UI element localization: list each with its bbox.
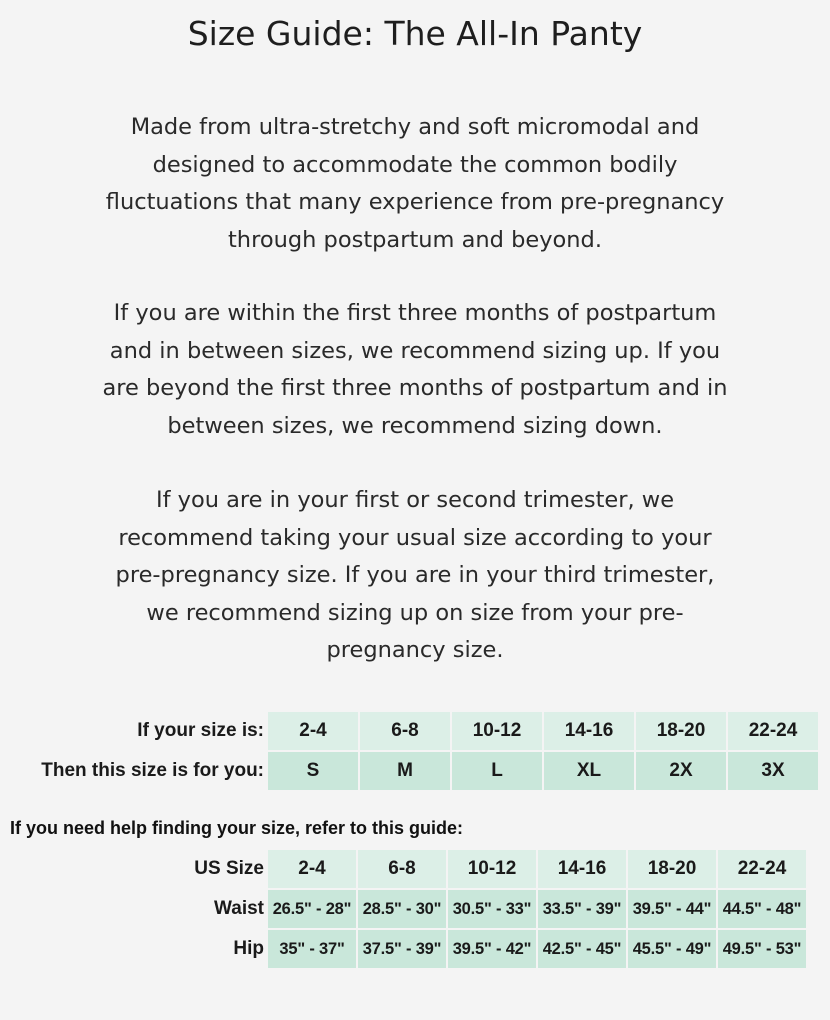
table-cell: 10-12	[448, 850, 536, 888]
table-cell: 14-16	[538, 850, 626, 888]
table-cell: 35" - 37"	[268, 930, 356, 968]
text-line: recommend taking your usual size according to your	[118, 524, 712, 551]
text-line: are beyond the first three months of postpartum and in	[102, 375, 728, 401]
row-label-waist: Waist	[214, 898, 264, 919]
text-line: Made from ultra-stretchy and soft micromodal and	[130, 114, 700, 140]
table-cell: 22-24	[728, 712, 818, 750]
text-line: and in between sizes, we recommend sizing up. If you	[109, 337, 721, 364]
table-cell: 2X	[636, 752, 726, 790]
table-cell: L	[452, 752, 542, 790]
table-cell: 45.5" - 49"	[628, 930, 716, 968]
intro-paragraph	[60, 109, 770, 259]
postpartum-paragraph	[60, 295, 770, 445]
table-cell: 3X	[728, 752, 818, 790]
size-conversion-table	[10, 710, 820, 792]
table-cell: 2-4	[268, 850, 356, 888]
table-cell: 6-8	[360, 712, 450, 750]
text-line: If you are within the first three months of postpartum	[113, 300, 717, 326]
table-row	[12, 712, 818, 750]
guide-note: If you need help finding your size, refer to this guide:	[10, 818, 464, 838]
table-row	[92, 930, 806, 968]
table-cell: 18-20	[636, 712, 726, 750]
table-cell: XL	[544, 752, 634, 790]
table-cell: 30.5" - 33"	[448, 890, 536, 928]
table-cell: 39.5" - 42"	[448, 930, 536, 968]
table-cell: S	[268, 752, 358, 790]
text-line: designed to accommodate the common bodily	[152, 151, 678, 178]
table-row	[92, 890, 806, 928]
table-cell: 39.5" - 44"	[628, 890, 716, 928]
table-cell: 26.5" - 28"	[268, 890, 356, 928]
table-cell: 2-4	[268, 712, 358, 750]
text-line: fluctuations that many experience from pre-pregnancy	[105, 189, 725, 215]
table-cell: 28.5" - 30"	[358, 890, 446, 928]
row-label-size-for-you: Then this size is for you:	[41, 760, 264, 781]
row-label-your-size: If your size is:	[137, 720, 264, 741]
trimester-paragraph	[60, 482, 770, 670]
text-line: we recommend sizing up on size from your pre-	[146, 599, 684, 626]
table-cell: 42.5" - 45"	[538, 930, 626, 968]
table-cell: 37.5" - 39"	[358, 930, 446, 968]
text-line: pregnancy size.	[326, 637, 504, 663]
table-row	[92, 850, 806, 888]
table-cell: 49.5" - 53"	[718, 930, 806, 968]
table-cell: M	[360, 752, 450, 790]
table-row	[12, 752, 818, 790]
table-cell: 33.5" - 39"	[538, 890, 626, 928]
page-title: Size Guide: The All-In Panty	[187, 14, 643, 53]
table-cell: 14-16	[544, 712, 634, 750]
table-cell: 22-24	[718, 850, 806, 888]
row-label-hip: Hip	[233, 938, 264, 959]
text-line: through postpartum and beyond.	[227, 226, 602, 253]
table-cell: 10-12	[452, 712, 542, 750]
row-label-us-size: US Size	[194, 858, 264, 879]
table-cell: 18-20	[628, 850, 716, 888]
measurement-guide-table	[90, 848, 808, 970]
table-cell: 6-8	[358, 850, 446, 888]
text-line: If you are in your first or second trimester, we	[155, 487, 675, 513]
table-cell: 44.5" - 48"	[718, 890, 806, 928]
text-line: between sizes, we recommend sizing down.	[167, 412, 663, 439]
text-line: pre-pregnancy size. If you are in your third trimester,	[115, 562, 715, 588]
